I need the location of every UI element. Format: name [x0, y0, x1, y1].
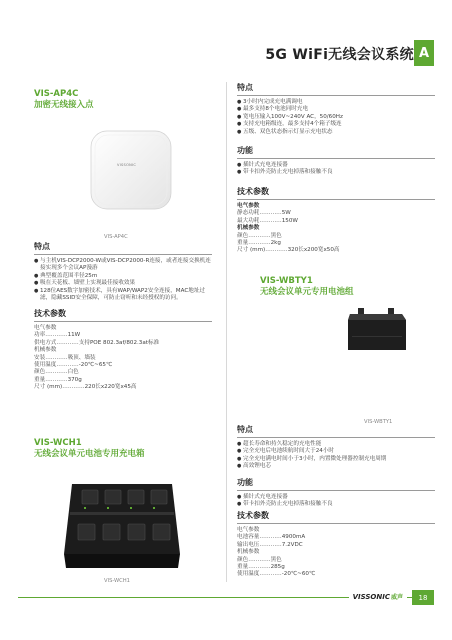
feature-item: ● 宽电压输入100V~240V AC，50/60Hz: [237, 114, 435, 121]
ap4c-logo: VISSONIC: [117, 163, 137, 167]
wbty1-specs: [237, 510, 435, 579]
brand-sub: 威声: [390, 594, 403, 601]
page-title: 5G WiFi无线会议系统: [265, 47, 414, 63]
charger-specs-heading: 技术参数: [237, 186, 435, 200]
spec-group: 电气参数: [34, 325, 57, 331]
feature-item: ● 最多支持8个电池同时充电: [237, 106, 435, 113]
spec-group: 电气参数: [237, 203, 260, 209]
wch1-image: [62, 480, 182, 572]
feature-item: ● 128位AES数字加密技术，具有WAP/WAP2安全连接，MAC地址过滤，隐藏SSID安全保障，可防止窃听和未经授权的访问。: [34, 288, 212, 303]
spec-line: 颜色…………白色: [34, 369, 79, 376]
spec-line: 颜色…………黑色: [237, 556, 282, 563]
page-number: 18: [412, 590, 434, 605]
function-item: ● 插针式充电连接器: [237, 162, 435, 169]
feature-item: ● 吸在天花板、墙壁上实现最佳接收效果: [34, 280, 212, 287]
wch1-model: VIS-WCH1: [34, 438, 82, 448]
spec-line: 静态功耗…………5W: [237, 210, 291, 217]
section-badge: A: [414, 40, 434, 66]
column-divider: [226, 82, 227, 582]
spec-line: 尺寸 (mm)…………220长x220宽x45高: [34, 384, 137, 391]
feature-item: ● 典型覆盖范围半径25m: [34, 273, 212, 280]
wbty1-functions-heading: 功能: [237, 477, 435, 491]
ap4c-name: 加密无线接入点: [34, 100, 94, 110]
wbty1-features-heading: 特点: [237, 424, 435, 438]
page-footer: [0, 590, 452, 605]
spec-group: 机械参数: [237, 225, 260, 232]
wbty1-functions: [237, 477, 435, 509]
charger-features: [237, 82, 435, 136]
wbty1-features: [237, 424, 435, 471]
wbty1-caption: VIS-WBTY1: [364, 419, 393, 425]
wbty1-name: 无线会议单元专用电池组: [260, 287, 354, 297]
spec-group: 电气参数: [237, 527, 260, 533]
spec-line: 电池容量…………4900mA: [237, 534, 306, 541]
ap4c-specs-heading: 技术参数: [34, 308, 212, 322]
ap4c-caption: VIS-AP4C: [104, 234, 128, 240]
spec-line: 尺寸 (mm)…………320长x200宽x50高: [237, 247, 340, 254]
spec-group: 机械参数: [34, 347, 57, 354]
spec-line: 颜色…………黑色: [237, 232, 282, 239]
charger-functions: [237, 145, 435, 177]
spec-line: 重量…………370g: [34, 376, 82, 383]
charger-specs: [237, 186, 435, 255]
spec-line: 供电方式…………支持POE 802.3af/802.3at标准: [34, 339, 160, 346]
ap4c-features: [34, 241, 212, 302]
brand-name: VISSONIC: [352, 593, 390, 601]
charger-features-heading: 特点: [237, 82, 435, 96]
feature-item: ● 支持充电箱级连，最多支持4个箱子级连: [237, 121, 435, 128]
wbty1-image: [344, 306, 410, 354]
footer-brand-logo: [349, 590, 407, 605]
spec-line: 重量…………285g: [237, 564, 285, 571]
charger-functions-heading: 功能: [237, 145, 435, 159]
function-item: ● 插针式充电连接器: [237, 494, 435, 501]
ap4c-model: VIS-AP4C: [34, 89, 79, 99]
spec-line: 最大功耗…………150W: [237, 217, 298, 224]
spec-line: 输出电压…………7.2VDC: [237, 541, 303, 548]
wbty1-model: VIS-WBTY1: [260, 276, 313, 286]
feature-item: ● 与主机VIS-DCP2000-W或VIS-DCP2000-R连接，或者连接交换机连接实现多个会议AP漫游: [34, 258, 212, 273]
spec-line: 使用温度…………-20℃~65℃: [34, 362, 113, 369]
spec-line: 功率…………11W: [34, 332, 81, 339]
wbty1-specs-heading: 技术参数: [237, 510, 435, 524]
page-header: [0, 40, 452, 70]
feature-item: ● 超长寿命和持久稳定的充电性能: [237, 441, 435, 448]
feature-item: ● 高效锂电芯: [237, 463, 435, 470]
ap4c-image: [88, 127, 176, 215]
ap4c-specs: [34, 308, 212, 392]
spec-group: 机械参数: [237, 549, 260, 556]
function-item: ● 带卡扣外壳防止充电掉落和接触不良: [237, 169, 435, 176]
function-item: ● 带卡扣外壳防止充电掉落和接触不良: [237, 501, 435, 508]
feature-item: ● 完全充电满电时间小于3小时，内置微处理器控制充电周期: [237, 456, 435, 463]
spec-line: 使用温度…………-20℃~60℃: [237, 571, 316, 578]
wch1-name: 无线会议单元电池专用充电箱: [34, 449, 145, 459]
feature-item: ● 五级、双色状态指示灯显示充电状态: [237, 129, 435, 136]
spec-line: 安装…………吸顶、墙装: [34, 354, 96, 361]
ap4c-features-heading: 特点: [34, 241, 212, 255]
wch1-caption: VIS-WCH1: [104, 578, 130, 584]
spec-line: 重量…………2kg: [237, 240, 281, 247]
feature-item: ● 3小时内完成充电满调电: [237, 99, 435, 106]
feature-item: ● 完全充电后电池续航时间大于24小时: [237, 448, 435, 455]
